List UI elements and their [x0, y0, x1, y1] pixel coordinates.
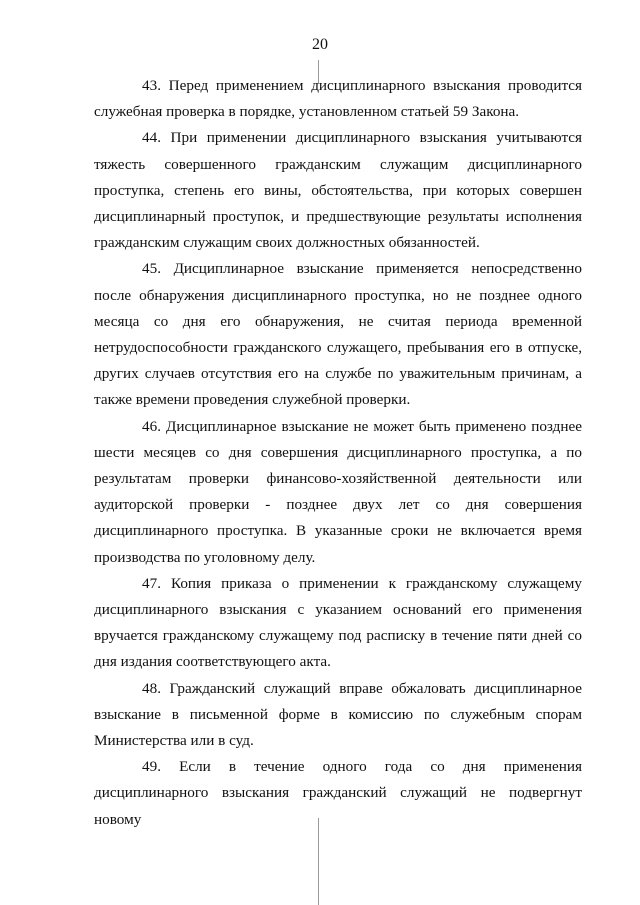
paragraph-49: 49. Если в течение одного года со дня применения дисциплинарного взыскания гражданский служащий не подвергнут новому: [94, 758, 582, 828]
paragraph-45: 45. Дисциплинарное взыскание применяется непосредственно после обнаружения дисциплинарного проступка, но не позднее одного месяца со дня его обнаружения, не считая периода временной нетрудоспособности гражданского служащего, пребывания его в отпуске, других случаев отсутствия его на службе по уважительным причинам, а также времени проведения служебной проверки.: [94, 260, 582, 409]
paragraph-48: 48. Гражданский служащий вправе обжаловать дисциплинарное взыскание в письменной форме в комиссию по служебным спорам Министерства или в суд.: [94, 679, 582, 750]
document-body: [94, 73, 582, 833]
paragraph-47: 47. Копия приказа о применении к гражданскому служащему дисциплинарного взыскания с указанием оснований его применения вручается гражданскому служащему под расписку в течение пяти дней со дня издания соответствующего акта.: [94, 574, 582, 671]
paragraph-46: 46. Дисциплинарное взыскание не может быть применено позднее шести месяцев со дня совершения дисциплинарного проступка, а по результатам проверки финансово-хозяйственной деятельности или аудиторской проверки - позднее двух лет со дня совершения дисциплинарного проступка. В указанные сроки не включается время производства по уголовному делу.: [94, 417, 582, 566]
paragraph-43: 43. Перед применением дисциплинарного взыскания проводится служебная проверка в порядке, установленном статьей 59 Закона.: [94, 77, 582, 121]
paragraph-44: 44. При применении дисциплинарного взыскания учитываются тяжесть совершенного гражданским служащим дисциплинарного проступка, степень его вины, обстоятельства, при которых совершен дисциплинарный проступок, и предшествующие результаты исполнения гражданским служащим своих должностных обязанностей.: [94, 129, 582, 252]
page-number: 20: [312, 36, 328, 53]
